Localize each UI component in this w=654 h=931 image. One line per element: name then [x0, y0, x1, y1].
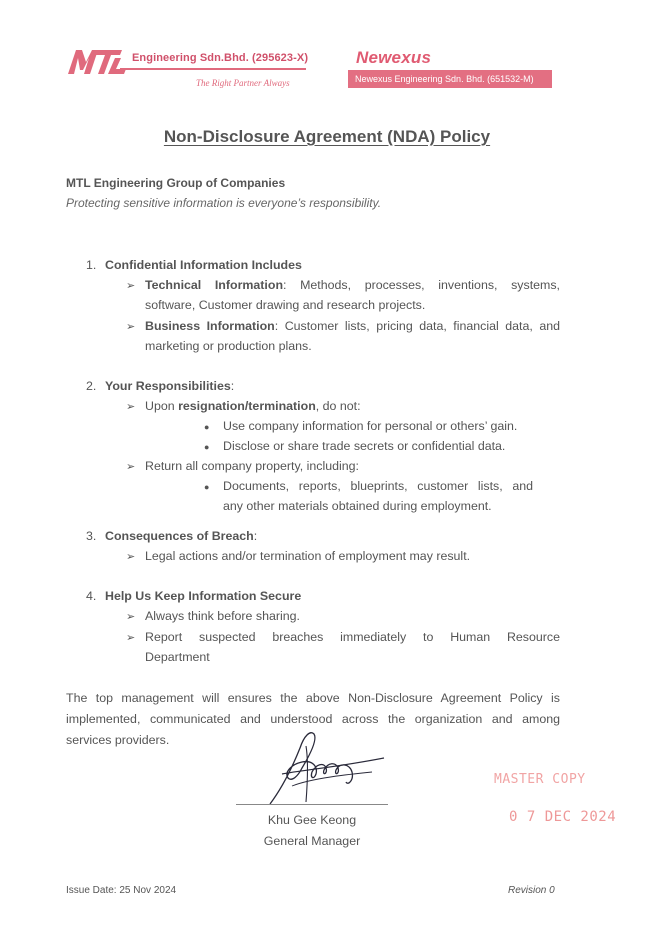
org-name: MTL Engineering Group of Companies — [66, 176, 286, 190]
closing-paragraph-line: implemented, communicated and understood across the organization and among — [66, 712, 560, 726]
section-number: 4. — [86, 589, 97, 603]
arrow-bullet-icon: ➢ — [126, 611, 136, 623]
mtl-header-rule — [120, 68, 306, 70]
round-bullet-icon: ● — [204, 482, 210, 492]
stamp-date: 0 7 DEC 2024 — [509, 809, 617, 825]
list-item: Always think before sharing. — [145, 609, 300, 623]
section-heading: Your Responsibilities: — [105, 379, 235, 393]
signature-line — [236, 804, 388, 805]
arrow-bullet-icon: ➢ — [126, 280, 136, 292]
signature-icon — [262, 728, 392, 808]
list-item-continuation: any other materials obtained during employment. — [223, 499, 492, 513]
arrow-bullet-icon: ➢ — [126, 632, 136, 644]
closing-paragraph-line: services providers. — [66, 733, 170, 747]
mtl-company-name: Engineering Sdn.Bhd. (295623-X) — [132, 52, 309, 64]
arrow-bullet-icon: ➢ — [126, 401, 136, 413]
list-item: Disclose or share trade secrets or confidential data. — [223, 439, 506, 453]
org-motto: Protecting sensitive information is everyone’s responsibility. — [66, 196, 382, 210]
list-item-continuation: marketing or production plans. — [145, 339, 312, 353]
mtl-tagline: The Right Partner Always — [196, 78, 290, 88]
list-item-continuation: software, Customer drawing and research projects. — [145, 298, 426, 312]
round-bullet-icon: ● — [204, 422, 210, 432]
section-number: 3. — [86, 529, 97, 543]
newexus-logo: Newexus — [356, 48, 432, 67]
closing-paragraph-line: The top management will ensures the above Non-Disclosure Agreement Policy is — [66, 691, 560, 705]
round-bullet-icon: ● — [204, 442, 210, 452]
arrow-bullet-icon: ➢ — [126, 321, 136, 333]
section-heading: Confidential Information Includes — [105, 258, 302, 272]
list-item: Use company information for personal or others’ gain. — [223, 419, 518, 433]
issue-date: Issue Date: 25 Nov 2024 — [66, 885, 177, 896]
list-item: Documents, reports, blueprints, customer lists, and — [223, 479, 533, 493]
arrow-bullet-icon: ➢ — [126, 551, 136, 563]
list-item: Return all company property, including: — [145, 459, 359, 473]
list-item: Technical Information: Methods, processes, inventions, systems, — [145, 278, 560, 292]
section-heading: Consequences of Breach: — [105, 529, 258, 543]
revision-number: Revision 0 — [508, 885, 555, 896]
list-item: Upon resignation/termination, do not: — [145, 399, 361, 413]
section-number: 2. — [86, 379, 97, 393]
list-item: Legal actions and/or termination of employment may result. — [145, 549, 471, 563]
list-item: Report suspected breaches immediately to Human Resource — [145, 630, 560, 644]
page-title: Non-Disclosure Agreement (NDA) Policy — [163, 127, 491, 146]
arrow-bullet-icon: ➢ — [126, 461, 136, 473]
list-item-continuation: Department — [145, 650, 210, 664]
section-heading: Help Us Keep Information Secure — [105, 589, 302, 603]
signer-name: Khu Gee Keong — [267, 813, 357, 827]
master-copy-stamp: MASTER COPY — [494, 772, 586, 787]
mtl-logo-icon — [66, 44, 126, 76]
signer-role: General Manager — [263, 834, 361, 848]
section-number: 1. — [86, 258, 97, 272]
list-item: Business Information: Customer lists, pricing data, financial data, and — [145, 319, 560, 333]
newexus-company-name: Newexus Engineering Sdn. Bhd. (651532-M) — [348, 70, 552, 88]
